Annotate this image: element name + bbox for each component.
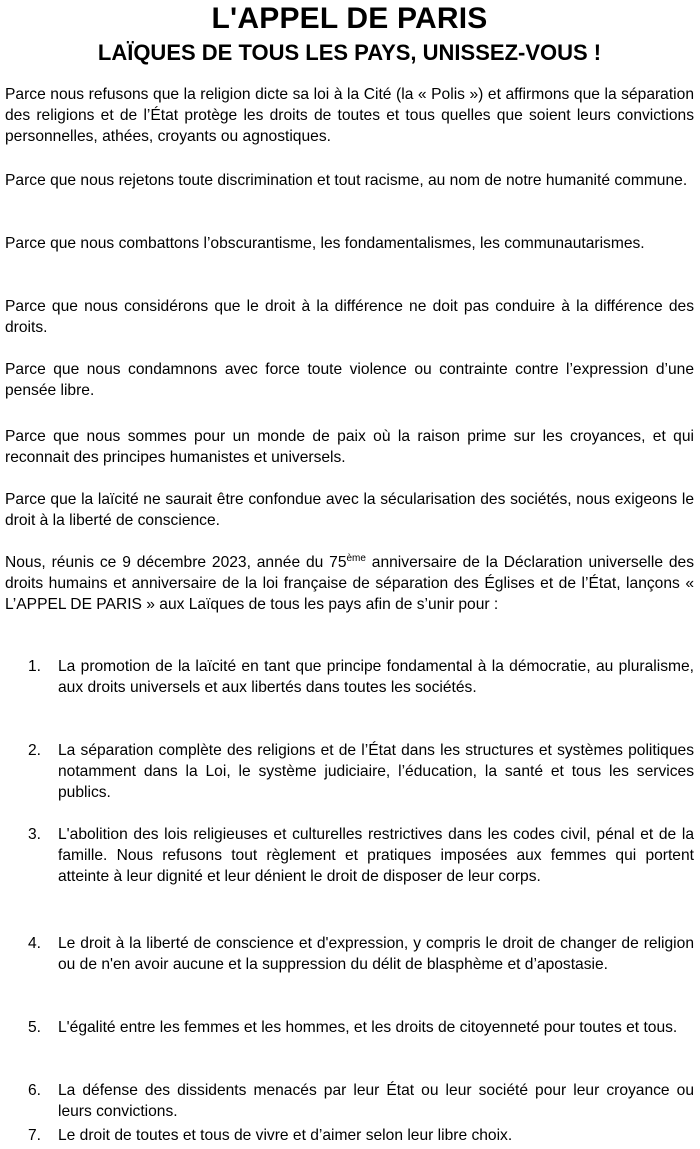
list-item [28,824,694,887]
list-item-number: 6. [28,1082,42,1099]
paragraph: Parce que nous combattons l’obscurantisme, les fondamentalismes, les communautarismes. [5,235,645,252]
list-item-number: 7. [28,1127,42,1144]
list-item-number: 1. [28,658,42,675]
document-title: L'APPEL DE PARIS [211,2,488,35]
list-item [28,1017,694,1038]
list-item-text: L'abolition des lois religieuses et culturelles restrictives dans les codes civil, pénal et de la famille. Nous refusons tout règlement et pratiques imposées aux femmes qui portent atteinte à leur dignité et leur dénient le droit de disposer de leur corps. [58,826,694,885]
list-item [28,656,694,698]
list-item [28,1080,694,1122]
paragraph: Parce que nous sommes pour un monde de paix où la raison prime sur les croyances, et qui reconnait des principes humanistes et universels. [5,428,694,466]
list-item-text: La séparation complète des religions et de l’État dans les structures et systèmes politiques notamment dans la Loi, le système judiciaire, l’éducation, la santé et tous les services publics. [58,742,694,801]
appeal-text-end: anniversaire de la Déclaration universelle des droits humains et anniversaire de la loi française de séparation des Églises et de l’État, lançons « L’APPEL DE PARIS » aux Laïques de tous les pays afin de s’unir pour : [5,554,694,613]
list-item [28,1125,694,1146]
appeal-paragraph [5,552,694,615]
list-item-number: 5. [28,1019,42,1036]
paragraph: Parce nous refusons que la religion dicte sa loi à la Cité (la « Polis ») et affirmons que la séparation des religions et de l’État protège les droits de toutes et tous quelles que soient leurs convictions personnelles, athées, croyants ou agnostiques. [5,86,694,145]
ordinal-superscript: ème [346,553,366,564]
paragraph: Parce que nous considérons que le droit à la différence ne doit pas conduire à la différence des droits. [5,298,694,336]
list-item-text: Le droit de toutes et tous de vivre et d’aimer selon leur libre choix. [58,1127,513,1144]
list-item [28,933,694,975]
list-item-number: 3. [28,826,42,843]
paragraph: Parce que la laïcité ne saurait être confondue avec la sécularisation des sociétés, nous exigeons le droit à la liberté de conscience. [5,491,694,529]
list-item-text: L'égalité entre les femmes et les hommes, et les droits de citoyenneté pour toutes et tous. [58,1019,678,1036]
paragraph: Parce que nous condamnons avec force toute violence ou contrainte contre l’expression d’une pensée libre. [5,361,694,399]
document-subtitle: LAÏQUES DE TOUS LES PAYS, UNISSEZ-VOUS ! [97,40,602,65]
appeal-text-start: Nous, réunis ce 9 décembre 2023, année du 75 [5,554,347,571]
list-item-text: La promotion de la laïcité en tant que principe fondamental à la démocratie, au pluralisme, aux droits universels et aux libertés dans toutes les sociétés. [58,658,694,696]
list-item-text: La défense des dissidents menacés par leur État ou leur société pour leur croyance ou leurs convictions. [58,1082,694,1120]
list-item-text: Le droit à la liberté de conscience et d'expression, y compris le droit de changer de religion ou de n'en avoir aucune et la suppression du délit de blasphème et d’apostasie. [58,935,694,973]
list-item-number: 4. [28,935,42,952]
list-item [28,740,694,803]
paragraph: Parce que nous rejetons toute discrimination et tout racisme, au nom de notre humanité commune. [5,172,688,189]
list-item-number: 2. [28,742,42,759]
